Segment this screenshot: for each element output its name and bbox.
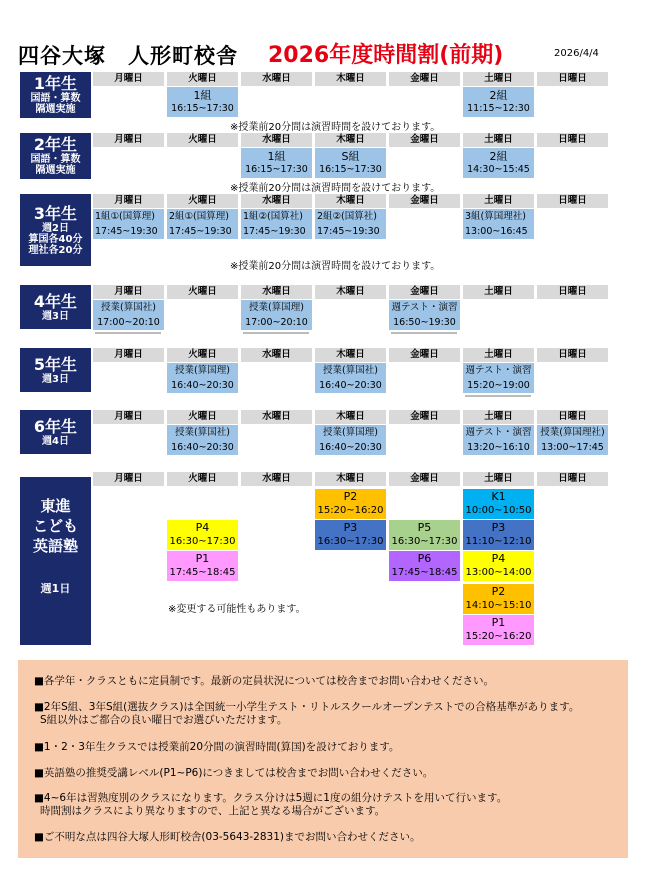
class-time: 16:30~17:30: [317, 536, 384, 547]
class-name: 授業(算国社): [323, 365, 378, 376]
day-thu: 木曜日: [315, 472, 386, 486]
english-class-cell: [463, 551, 534, 581]
day-tue: 火曜日: [167, 72, 238, 86]
day-wed: 水曜日: [241, 348, 312, 362]
grade-name: 3年生: [33, 203, 78, 223]
information-box: [18, 660, 628, 858]
english-class-cell: [463, 489, 534, 519]
class-time: 16:50~19:30: [393, 317, 456, 328]
class-cell: [93, 300, 164, 330]
day-fri: 金曜日: [389, 133, 460, 147]
day-thu: 木曜日: [315, 348, 386, 362]
english-label-line1: 東進: [40, 497, 71, 515]
day-mon: 月曜日: [93, 194, 164, 208]
class-time: 17:00~20:10: [245, 317, 308, 328]
level-name: P3: [491, 521, 506, 534]
class-name: 2組②(国算社): [317, 211, 377, 222]
grade-subjects-sub: 理社各20分: [28, 244, 83, 256]
class-time: 11:15~12:30: [467, 103, 530, 114]
day-fri: 金曜日: [389, 410, 460, 424]
english-label-line3: 英語塾: [32, 537, 78, 555]
page-title: 2026年度時間割(前期): [268, 43, 504, 68]
grade-frequency: 隔週実施: [35, 165, 76, 176]
day-thu: 木曜日: [315, 133, 386, 147]
english-class-cell: [463, 615, 534, 645]
day-tue: 火曜日: [167, 285, 238, 299]
day-fri: 金曜日: [389, 285, 460, 299]
class-name: 授業(算国社): [101, 302, 156, 313]
day-thu: 木曜日: [315, 285, 386, 299]
info-line: 時間割はクラスにより異なりますので、上記と異なる場合がございます。: [40, 805, 386, 817]
level-name: P1: [491, 616, 506, 629]
class-time: 10:00~10:50: [465, 505, 532, 516]
grade-4-label: [20, 285, 91, 329]
day-thu: 木曜日: [315, 410, 386, 424]
day-sat: 土曜日: [463, 72, 534, 86]
class-cell: [167, 209, 238, 239]
day-sat: 土曜日: [463, 285, 534, 299]
class-cell: [315, 363, 386, 393]
class-cell: [463, 363, 534, 393]
class-cell: [463, 148, 534, 178]
day-wed: 水曜日: [241, 72, 312, 86]
day-thu: 木曜日: [315, 72, 386, 86]
day-fri: 金曜日: [389, 72, 460, 86]
grade-frequency: 週3日: [42, 373, 69, 385]
class-time: 17:45~19:30: [169, 226, 232, 237]
class-name: 1組①(国算理): [95, 211, 155, 222]
english-class-cell: [463, 584, 534, 614]
class-name: 週テスト・演習: [391, 302, 458, 313]
day-mon: 月曜日: [93, 472, 164, 486]
class-name: 3組(算国理社): [465, 211, 526, 222]
class-time: 17:45~18:45: [169, 567, 236, 578]
class-name: 2組: [489, 89, 508, 102]
class-cell: [241, 209, 312, 239]
level-name: P4: [491, 552, 506, 565]
day-sun: 日曜日: [537, 348, 608, 362]
class-cell: [167, 87, 238, 117]
grade-5-label: [20, 348, 91, 392]
grade-subjects-main: 算国各40分: [28, 233, 83, 245]
level-name: P2: [343, 490, 358, 503]
day-fri: 金曜日: [389, 194, 460, 208]
class-name: 1組: [267, 150, 286, 163]
class-time: 14:30~15:45: [467, 164, 530, 175]
class-time: 17:45~19:30: [243, 226, 306, 237]
grade-subjects: 国語・算数: [30, 154, 81, 165]
level-name: P4: [195, 521, 210, 534]
class-name: 2組①(国算理): [169, 211, 229, 222]
info-line: ■英語塾の推奨受講レベル(P1~P6)につきましては校舎までお問い合わせください。: [34, 767, 434, 779]
issue-date: 2026/4/4: [554, 48, 599, 59]
class-time: 16:15~17:30: [171, 103, 234, 114]
day-fri: 金曜日: [389, 348, 460, 362]
class-cell: [389, 300, 460, 330]
grade-6-label: [20, 410, 91, 454]
class-time: 16:15~17:30: [245, 164, 308, 175]
english-class-cell: [167, 520, 238, 550]
class-name: 週テスト・演習: [465, 427, 532, 438]
class-time: 16:40~20:30: [171, 380, 234, 391]
info-line: ■2年S組、3年S組(選抜クラス)は全国統一小学生テスト・リトルスクールオープンテストでの合格基準があります。: [34, 701, 580, 713]
info-line: S組以外はご都合の良い曜日でお選びいただけます。: [40, 714, 288, 726]
level-name: P5: [417, 521, 432, 534]
class-time: 13:00~16:45: [465, 226, 528, 237]
class-time: 16:15~17:30: [319, 164, 382, 175]
info-line: ■4~6年は習熟度別のクラスになります。クラス分けは5週に1度の組分けテストを用いて行います。: [34, 792, 508, 804]
class-cell: [167, 425, 238, 455]
day-fri: 金曜日: [389, 472, 460, 486]
practice-note: ※授業前20分間は演習時間を設けております。: [230, 261, 441, 272]
grade-1-label: [20, 72, 91, 118]
class-time: 17:45~18:45: [391, 567, 458, 578]
day-sun: 日曜日: [537, 410, 608, 424]
class-cell: [315, 425, 386, 455]
day-sun: 日曜日: [537, 72, 608, 86]
level-name: P1: [195, 552, 210, 565]
class-cell: [463, 87, 534, 117]
class-cell: [463, 209, 534, 239]
day-sun: 日曜日: [537, 285, 608, 299]
day-sat: 土曜日: [463, 410, 534, 424]
english-class-cell: [315, 489, 386, 519]
day-tue: 火曜日: [167, 348, 238, 362]
grade-name: 4年生: [33, 291, 78, 311]
class-time: 16:40~20:30: [319, 380, 382, 391]
class-time: 14:10~15:10: [465, 600, 532, 611]
class-time: 13:20~16:10: [467, 442, 530, 453]
class-name: 授業(算国理社): [540, 427, 605, 438]
class-time: 15:20~16:20: [317, 505, 384, 516]
level-name: K1: [491, 490, 506, 503]
class-time: 17:00~20:10: [97, 317, 160, 328]
grade-subjects: 国語・算数: [30, 93, 81, 104]
level-name: P6: [417, 552, 432, 565]
day-wed: 水曜日: [241, 133, 312, 147]
class-name: 授業(算国理): [175, 365, 230, 376]
day-tue: 火曜日: [167, 133, 238, 147]
english-class-cell: [463, 520, 534, 550]
class-cell: [241, 300, 312, 330]
class-cell: [315, 148, 386, 178]
info-line: ■各学年・クラスともに定員制です。最新の定員状況については校舎までお問い合わせください。: [34, 675, 495, 687]
class-time: 11:10~12:10: [465, 536, 532, 547]
grade-frequency: 隔週実施: [35, 104, 76, 115]
class-time: 16:40~20:30: [319, 442, 382, 453]
day-wed: 水曜日: [241, 472, 312, 486]
class-name: 1組: [193, 89, 212, 102]
class-cell: [167, 363, 238, 393]
day-tue: 火曜日: [167, 472, 238, 486]
grade-name: 2年生: [33, 135, 78, 154]
class-name: 週テスト・演習: [465, 365, 532, 376]
grade-3-label: [20, 194, 91, 266]
info-line: ■ご不明な点は四谷大塚人形町校舎(03-5643-2831)までお問い合わせください。: [34, 831, 421, 843]
class-cell: [315, 209, 386, 239]
day-mon: 月曜日: [93, 72, 164, 86]
class-name: S組: [341, 150, 360, 163]
day-sun: 日曜日: [537, 472, 608, 486]
day-wed: 水曜日: [241, 410, 312, 424]
class-name: 1組②(国算社): [243, 211, 303, 222]
day-thu: 木曜日: [315, 194, 386, 208]
day-sat: 土曜日: [463, 472, 534, 486]
class-time: 13:00~14:00: [465, 567, 532, 578]
english-class-cell: [389, 520, 460, 550]
level-name: P2: [491, 585, 506, 598]
class-time: 15:20~19:00: [467, 380, 530, 391]
day-wed: 水曜日: [241, 194, 312, 208]
day-wed: 水曜日: [241, 285, 312, 299]
grade-2-label: [20, 133, 91, 179]
class-time: 17:45~19:30: [95, 226, 158, 237]
change-notice: ※変更する可能性もあります。: [168, 604, 306, 615]
class-time: 16:40~20:30: [171, 442, 234, 453]
practice-note: ※授業前20分間は演習時間を設けております。: [230, 183, 441, 194]
day-mon: 月曜日: [93, 410, 164, 424]
class-name: 授業(算国理): [323, 427, 378, 438]
class-name: 2組: [489, 150, 508, 163]
practice-note: ※授業前20分間は演習時間を設けております。: [230, 122, 441, 133]
english-label-line2: こども: [32, 517, 78, 535]
day-sun: 日曜日: [537, 133, 608, 147]
day-sun: 日曜日: [537, 194, 608, 208]
school-name: 四谷大塚 人形町校舎: [18, 44, 238, 68]
day-mon: 月曜日: [93, 348, 164, 362]
class-time: 16:30~17:30: [391, 536, 458, 547]
class-time: 13:00~17:45: [541, 442, 604, 453]
grade-frequency: 週2日: [42, 222, 69, 234]
english-school-label: [20, 496, 91, 596]
info-line: ■1・2・3年生クラスでは授業前20分間の演習時間(算国)を設けております。: [34, 741, 400, 753]
english-class-cell: [315, 520, 386, 550]
grade-frequency: 週4日: [42, 435, 69, 447]
class-name: 授業(算国理): [249, 302, 304, 313]
class-cell: [93, 209, 164, 239]
day-mon: 月曜日: [93, 133, 164, 147]
day-sat: 土曜日: [463, 133, 534, 147]
level-name: P3: [343, 521, 358, 534]
day-sat: 土曜日: [463, 348, 534, 362]
class-cell: [463, 425, 534, 455]
day-tue: 火曜日: [167, 410, 238, 424]
class-time: 16:30~17:30: [169, 536, 236, 547]
grade-frequency: 週3日: [42, 310, 69, 322]
class-name: 授業(算国社): [175, 427, 230, 438]
class-time: 17:45~19:30: [317, 226, 380, 237]
class-time: 15:20~16:20: [465, 631, 532, 642]
class-cell: [537, 425, 608, 455]
grade-name: 6年生: [33, 416, 78, 436]
grade-name: 1年生: [33, 74, 78, 93]
day-tue: 火曜日: [167, 194, 238, 208]
day-sat: 土曜日: [463, 194, 534, 208]
class-cell: [241, 148, 312, 178]
grade-name: 5年生: [33, 354, 78, 374]
day-mon: 月曜日: [93, 285, 164, 299]
english-label-frequency: 週1日: [40, 582, 71, 595]
english-class-cell: [167, 551, 238, 581]
english-class-cell: [389, 551, 460, 581]
